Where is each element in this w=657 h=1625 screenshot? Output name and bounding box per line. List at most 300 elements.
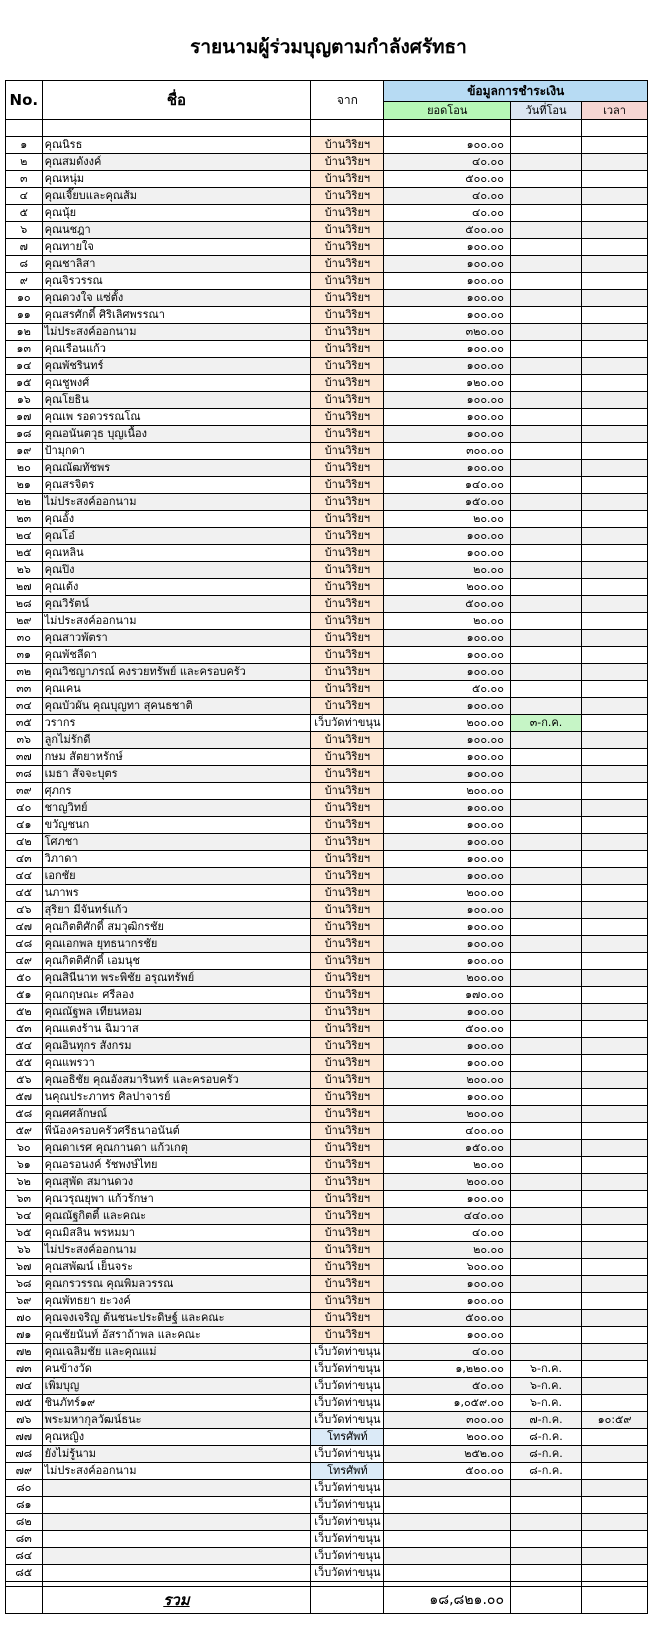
- total-row: [6, 1587, 648, 1614]
- row-number: ๕๕: [6, 1055, 43, 1072]
- table-row: [6, 1395, 648, 1412]
- transfer-date: [510, 562, 581, 579]
- donor-source: บ้านวิริยฯ: [311, 1225, 384, 1242]
- transfer-time: [582, 664, 648, 681]
- donor-source: บ้านวิริยฯ: [311, 307, 384, 324]
- row-number: ๕๒: [6, 1004, 43, 1021]
- transfer-amount: ๑๕๐.๐๐: [384, 494, 511, 511]
- transfer-amount: ๑๐๐.๐๐: [384, 1191, 511, 1208]
- donor-source: เว็บวัดท่าขนุน: [311, 1395, 384, 1412]
- transfer-amount: ๑๐๐.๐๐: [384, 460, 511, 477]
- transfer-amount: ๑๐๐.๐๐: [384, 1327, 511, 1344]
- table-row: [6, 1225, 648, 1242]
- total-amount: ๑๘,๘๒๑.๐๐: [384, 1587, 511, 1614]
- transfer-amount: ๔๔๐.๐๐: [384, 1208, 511, 1225]
- transfer-amount: ๑๐๐.๐๐: [384, 358, 511, 375]
- donor-name: คุณสมดังงค์: [42, 154, 311, 171]
- row-number: ๘๒: [6, 1514, 43, 1531]
- transfer-amount: ๓๐๐.๐๐: [384, 1412, 511, 1429]
- donor-source: บ้านวิริยฯ: [311, 698, 384, 715]
- table-row: [6, 1565, 648, 1582]
- table-row: [6, 732, 648, 749]
- transfer-amount: ๔๐.๐๐: [384, 188, 511, 205]
- transfer-date: [510, 1089, 581, 1106]
- total-label: รวม: [42, 1587, 311, 1614]
- table-row: [6, 919, 648, 936]
- transfer-date: [510, 613, 581, 630]
- transfer-time: [582, 766, 648, 783]
- row-number: ๑๗: [6, 409, 43, 426]
- row-number: ๑๘: [6, 426, 43, 443]
- row-number: ๑๔: [6, 358, 43, 375]
- transfer-amount: ๔๐.๐๐: [384, 1225, 511, 1242]
- transfer-amount: ๑๔๐.๐๐: [384, 477, 511, 494]
- transfer-date: [510, 647, 581, 664]
- table-row: [6, 1242, 648, 1259]
- donor-name: คุณสรจิตร: [42, 477, 311, 494]
- donor-source: เว็บวัดท่าขนุน: [311, 1361, 384, 1378]
- donor-source: บ้านวิริยฯ: [311, 1140, 384, 1157]
- donor-source: บ้านวิริยฯ: [311, 987, 384, 1004]
- transfer-time: [582, 1463, 648, 1480]
- donor-name: คุณสาวพัตรา: [42, 630, 311, 647]
- transfer-date: [510, 1531, 581, 1548]
- row-number: ๑: [6, 137, 43, 154]
- transfer-amount: ๑๐๐.๐๐: [384, 1038, 511, 1055]
- table-row: [6, 1497, 648, 1514]
- row-number: ๒: [6, 154, 43, 171]
- donor-source: บ้านวิริยฯ: [311, 273, 384, 290]
- donor-source: บ้านวิริยฯ: [311, 511, 384, 528]
- table-row: [6, 885, 648, 902]
- donor-source: บ้านวิริยฯ: [311, 222, 384, 239]
- transfer-date: [510, 443, 581, 460]
- transfer-time: [582, 868, 648, 885]
- row-number: ๑๒: [6, 324, 43, 341]
- row-number: ๔๙: [6, 953, 43, 970]
- transfer-time: [582, 1157, 648, 1174]
- donor-source: บ้านวิริยฯ: [311, 800, 384, 817]
- row-number: ๕๖: [6, 1072, 43, 1089]
- table-row: [6, 1344, 648, 1361]
- table-row: [6, 1429, 648, 1446]
- donor-source: เว็บวัดท่าขนุน: [311, 1378, 384, 1395]
- donor-source: บ้านวิริยฯ: [311, 1055, 384, 1072]
- transfer-date: [510, 579, 581, 596]
- donor-name: คุณหลิน: [42, 545, 311, 562]
- donor-name: คุณนิรธ: [42, 137, 311, 154]
- table-row: [6, 698, 648, 715]
- transfer-amount: [384, 1497, 511, 1514]
- donor-source: บ้านวิริยฯ: [311, 528, 384, 545]
- donor-name: คุณศศลักษณ์: [42, 1106, 311, 1123]
- table-row: [6, 324, 648, 341]
- transfer-amount: [384, 1514, 511, 1531]
- transfer-amount: [384, 1565, 511, 1582]
- transfer-time: [582, 307, 648, 324]
- table-row: [6, 137, 648, 154]
- row-number: ๕๑: [6, 987, 43, 1004]
- transfer-amount: ๑๐๐.๐๐: [384, 1276, 511, 1293]
- transfer-date: [510, 545, 581, 562]
- transfer-amount: ๒๐.๐๐: [384, 613, 511, 630]
- transfer-date: [510, 970, 581, 987]
- transfer-date: [510, 341, 581, 358]
- transfer-time: [582, 1038, 648, 1055]
- transfer-date: [510, 1140, 581, 1157]
- donor-source: บ้านวิริยฯ: [311, 1276, 384, 1293]
- transfer-amount: ๒๕๒.๐๐: [384, 1446, 511, 1463]
- row-number: ๖: [6, 222, 43, 239]
- transfer-time: [582, 273, 648, 290]
- donor-name: คุณทายใจ: [42, 239, 311, 256]
- row-number: ๑๙: [6, 443, 43, 460]
- table-row: [6, 766, 648, 783]
- table-row: [6, 1038, 648, 1055]
- transfer-amount: ๑๐๐.๐๐: [384, 1055, 511, 1072]
- transfer-amount: ๒๐.๐๐: [384, 562, 511, 579]
- donor-name: คุณชูพงศ์: [42, 375, 311, 392]
- transfer-amount: ๑๐๐.๐๐: [384, 341, 511, 358]
- donor-name: คุณบัวผัน คุณบุญทา สุคนธชาติ: [42, 698, 311, 715]
- donor-name: [42, 1514, 311, 1531]
- donor-name: คุณโอ๋: [42, 528, 311, 545]
- table-row: [6, 851, 648, 868]
- donor-name: คุณหญิง: [42, 1429, 311, 1446]
- donor-name: คุณวิรัตน์: [42, 596, 311, 613]
- transfer-time: [582, 375, 648, 392]
- table-row: [6, 1531, 648, 1548]
- donor-name: คุณชาลิสา: [42, 256, 311, 273]
- row-number: ๓๐: [6, 630, 43, 647]
- donor-source: บ้านวิริยฯ: [311, 290, 384, 307]
- table-row: [6, 579, 648, 596]
- transfer-date: [510, 1310, 581, 1327]
- table-row: [6, 511, 648, 528]
- donor-source: บ้านวิริยฯ: [311, 205, 384, 222]
- transfer-date: [510, 749, 581, 766]
- transfer-amount: ๑๐๐.๐๐: [384, 953, 511, 970]
- transfer-date: [510, 851, 581, 868]
- row-number: ๘๕: [6, 1565, 43, 1582]
- donor-source: บ้านวิริยฯ: [311, 477, 384, 494]
- transfer-amount: ๔๐๐.๐๐: [384, 1123, 511, 1140]
- transfer-time: [582, 715, 648, 732]
- transfer-date: ๗-ก.ค.: [510, 1412, 581, 1429]
- donor-source: บ้านวิริยฯ: [311, 936, 384, 953]
- table-row: [6, 392, 648, 409]
- donor-source: บ้านวิริยฯ: [311, 783, 384, 800]
- table-row: [6, 1106, 648, 1123]
- donor-name: คุณพัชรินทร์: [42, 358, 311, 375]
- transfer-time: [582, 1310, 648, 1327]
- transfer-time: [582, 613, 648, 630]
- transfer-time: [582, 1089, 648, 1106]
- row-number: ๖๖: [6, 1242, 43, 1259]
- donor-source: บ้านวิริยฯ: [311, 766, 384, 783]
- transfer-time: [582, 290, 648, 307]
- donor-name: คุณพัทธยา ยะวงค์: [42, 1293, 311, 1310]
- donor-name: คุณสุพัด สมานดวง: [42, 1174, 311, 1191]
- table-row: [6, 1123, 648, 1140]
- transfer-time: [582, 919, 648, 936]
- transfer-amount: ๕๐๐.๐๐: [384, 1310, 511, 1327]
- donor-source: บ้านวิริยฯ: [311, 1242, 384, 1259]
- donor-source: บ้านวิริยฯ: [311, 1072, 384, 1089]
- donor-name: คุณวรุณยุพา แก้วรักษา: [42, 1191, 311, 1208]
- transfer-time: [582, 511, 648, 528]
- donor-source: บ้านวิริยฯ: [311, 545, 384, 562]
- donor-source: เว็บวัดท่าขนุน: [311, 1514, 384, 1531]
- table-row: [6, 222, 648, 239]
- transfer-date: [510, 511, 581, 528]
- donor-name: คุณเจี๊ยบและคุณส้ม: [42, 188, 311, 205]
- row-number: ๗๙: [6, 1463, 43, 1480]
- transfer-amount: ๒๐๐.๐๐: [384, 783, 511, 800]
- transfer-date: ๘-ก.ค.: [510, 1463, 581, 1480]
- transfer-time: [582, 443, 648, 460]
- donor-source: บ้านวิริยฯ: [311, 409, 384, 426]
- transfer-time: [582, 1004, 648, 1021]
- transfer-time: [582, 596, 648, 613]
- donor-table: [5, 80, 648, 1614]
- donor-name: ลูกไม่รักดี: [42, 732, 311, 749]
- table-row: [6, 528, 648, 545]
- table-row: [6, 1480, 648, 1497]
- transfer-time: [582, 681, 648, 698]
- transfer-amount: ๕๐๐.๐๐: [384, 1021, 511, 1038]
- table-row: [6, 1259, 648, 1276]
- donor-name: คุณพัชลีดา: [42, 647, 311, 664]
- donor-name: คนข้างวัด: [42, 1361, 311, 1378]
- transfer-time: [582, 528, 648, 545]
- row-number: ๒๐: [6, 460, 43, 477]
- donor-source: บ้านวิริยฯ: [311, 902, 384, 919]
- donor-source: เว็บวัดท่าขนุน: [311, 1446, 384, 1463]
- donor-source: โทรศัพท์: [311, 1463, 384, 1480]
- donor-name: คุณเคน: [42, 681, 311, 698]
- transfer-date: [510, 239, 581, 256]
- donor-name: คุณณัฐพล เทียนหอม: [42, 1004, 311, 1021]
- transfer-amount: ๑๐๐.๐๐: [384, 817, 511, 834]
- donor-name: [42, 1531, 311, 1548]
- donor-name: โศภชา: [42, 834, 311, 851]
- transfer-date: [510, 1514, 581, 1531]
- transfer-amount: ๑๐๐.๐๐: [384, 392, 511, 409]
- table-row: [6, 1327, 648, 1344]
- table-row: [6, 1412, 648, 1429]
- donor-name: คุณสินีนาท พระพิชัย อรุณทรัพย์: [42, 970, 311, 987]
- transfer-amount: ๓๐๐.๐๐: [384, 443, 511, 460]
- row-number: ๖๒: [6, 1174, 43, 1191]
- table-row: [6, 817, 648, 834]
- row-number: ๔๐: [6, 800, 43, 817]
- transfer-time: [582, 936, 648, 953]
- donor-source: บ้านวิริยฯ: [311, 443, 384, 460]
- transfer-amount: ๔๐.๐๐: [384, 205, 511, 222]
- donor-source: บ้านวิริยฯ: [311, 732, 384, 749]
- donor-name: ยังไม่รู้นาม: [42, 1446, 311, 1463]
- transfer-time: [582, 834, 648, 851]
- transfer-date: [510, 1208, 581, 1225]
- donor-source: บ้านวิริยฯ: [311, 851, 384, 868]
- transfer-time: [582, 171, 648, 188]
- transfer-date: [510, 1497, 581, 1514]
- transfer-time: [582, 1565, 648, 1582]
- transfer-time: [582, 1055, 648, 1072]
- donor-source: บ้านวิริยฯ: [311, 1310, 384, 1327]
- donor-source: บ้านวิริยฯ: [311, 953, 384, 970]
- transfer-time: [582, 1123, 648, 1140]
- transfer-amount: ๒๐๐.๐๐: [384, 970, 511, 987]
- table-row: [6, 1310, 648, 1327]
- donor-source: บ้านวิริยฯ: [311, 188, 384, 205]
- transfer-time: [582, 800, 648, 817]
- table-row: [6, 749, 648, 766]
- row-number: ๖๕: [6, 1225, 43, 1242]
- transfer-time: [582, 579, 648, 596]
- table-row: [6, 205, 648, 222]
- donor-name: ขวัญชนก: [42, 817, 311, 834]
- donor-name: คุณเต้ง: [42, 579, 311, 596]
- transfer-amount: ๑๒๐.๐๐: [384, 375, 511, 392]
- donor-source: บ้านวิริยฯ: [311, 1293, 384, 1310]
- transfer-time: [582, 1242, 648, 1259]
- transfer-amount: ๑๐๐.๐๐: [384, 664, 511, 681]
- transfer-time: [582, 358, 648, 375]
- transfer-date: ๓-ก.ค.: [510, 715, 581, 732]
- row-number: ๒๒: [6, 494, 43, 511]
- donor-name: เอกชัย: [42, 868, 311, 885]
- transfer-date: [510, 171, 581, 188]
- row-number: ๓๘: [6, 766, 43, 783]
- donor-source: บ้านวิริยฯ: [311, 579, 384, 596]
- donor-source: บ้านวิริยฯ: [311, 324, 384, 341]
- donor-source: บ้านวิริยฯ: [311, 426, 384, 443]
- transfer-time: [582, 851, 648, 868]
- table-row: [6, 1174, 648, 1191]
- donor-source: บ้านวิริยฯ: [311, 885, 384, 902]
- transfer-amount: ๒๐.๐๐: [384, 511, 511, 528]
- donor-name: วิภาดา: [42, 851, 311, 868]
- transfer-amount: [384, 1548, 511, 1565]
- transfer-date: [510, 290, 581, 307]
- donor-name: คุณสพัฒน์ เย็นจระ: [42, 1259, 311, 1276]
- donor-name: คุณกฤษณะ ศรีลอง: [42, 987, 311, 1004]
- table-row: [6, 647, 648, 664]
- row-number: ๔๑: [6, 817, 43, 834]
- table-row: [6, 953, 648, 970]
- table-row: [6, 987, 648, 1004]
- row-number: ๔: [6, 188, 43, 205]
- table-row: [6, 1378, 648, 1395]
- row-number: ๗๘: [6, 1446, 43, 1463]
- donor-name: คุณอนันตวุธ บุญเนื้อง: [42, 426, 311, 443]
- table-row: [6, 936, 648, 953]
- table-row: [6, 970, 648, 987]
- donor-source: บ้านวิริยฯ: [311, 239, 384, 256]
- table-row: [6, 341, 648, 358]
- transfer-time: [582, 885, 648, 902]
- transfer-time: [582, 460, 648, 477]
- transfer-amount: ๑๐๐.๐๐: [384, 528, 511, 545]
- donor-name: กษม สัตยาหรักษ์: [42, 749, 311, 766]
- donor-name: คุณเฉลิมชัย และคุณแม่: [42, 1344, 311, 1361]
- row-number: ๖๔: [6, 1208, 43, 1225]
- row-number: ๒๗: [6, 579, 43, 596]
- donor-name: คุณแพรวา: [42, 1055, 311, 1072]
- transfer-date: [510, 494, 581, 511]
- donor-source: บ้านวิริยฯ: [311, 392, 384, 409]
- row-number: ๗: [6, 239, 43, 256]
- transfer-amount: [384, 1480, 511, 1497]
- transfer-amount: ๑๐๐.๐๐: [384, 630, 511, 647]
- transfer-time: [582, 987, 648, 1004]
- transfer-amount: ๑๐๐.๐๐: [384, 902, 511, 919]
- transfer-date: [510, 1276, 581, 1293]
- donor-name: ป้ามุกดา: [42, 443, 311, 460]
- transfer-date: [510, 1021, 581, 1038]
- transfer-amount: ๑๐๐.๐๐: [384, 426, 511, 443]
- transfer-date: [510, 256, 581, 273]
- donor-source: เว็บวัดท่าขนุน: [311, 715, 384, 732]
- donor-name: คุณนชฎา: [42, 222, 311, 239]
- transfer-time: [582, 324, 648, 341]
- donor-source: เว็บวัดท่าขนุน: [311, 1548, 384, 1565]
- transfer-date: [510, 1055, 581, 1072]
- donor-name: คุณปิง: [42, 562, 311, 579]
- table-row: [6, 783, 648, 800]
- transfer-amount: ๑๐๐.๐๐: [384, 307, 511, 324]
- transfer-amount: ๑๐๐.๐๐: [384, 137, 511, 154]
- donor-source: บ้านวิริยฯ: [311, 664, 384, 681]
- transfer-amount: ๑๐๐.๐๐: [384, 409, 511, 426]
- transfer-time: [582, 1293, 648, 1310]
- header-date: วันที่โอน: [510, 102, 581, 120]
- transfer-date: [510, 698, 581, 715]
- donor-name: คุณเอกพล ยุทธนากรชัย: [42, 936, 311, 953]
- row-number: ๒๘: [6, 596, 43, 613]
- header-payment: ข้อมูลการชำระเงิน: [384, 81, 648, 102]
- transfer-date: [510, 358, 581, 375]
- transfer-date: [510, 1344, 581, 1361]
- donor-source: บ้านวิริยฯ: [311, 256, 384, 273]
- transfer-time: [582, 256, 648, 273]
- transfer-amount: ๑๐๐.๐๐: [384, 834, 511, 851]
- donor-source: บ้านวิริยฯ: [311, 341, 384, 358]
- transfer-date: [510, 460, 581, 477]
- donor-source: บ้านวิริยฯ: [311, 1259, 384, 1276]
- table-row: [6, 171, 648, 188]
- transfer-amount: ๒๐.๐๐: [384, 1242, 511, 1259]
- table-row: [6, 375, 648, 392]
- transfer-amount: ๑๐๐.๐๐: [384, 290, 511, 307]
- transfer-time: [582, 1344, 648, 1361]
- header-time: เวลา: [582, 102, 648, 120]
- table-row: [6, 307, 648, 324]
- row-number: ๖๓: [6, 1191, 43, 1208]
- row-number: ๑๐: [6, 290, 43, 307]
- transfer-date: ๖-ก.ค.: [510, 1361, 581, 1378]
- transfer-time: [582, 732, 648, 749]
- donor-name: คุณอินทุกร สังกรม: [42, 1038, 311, 1055]
- row-number: ๔๔: [6, 868, 43, 885]
- row-number: ๘: [6, 256, 43, 273]
- transfer-time: [582, 545, 648, 562]
- transfer-date: [510, 528, 581, 545]
- donor-source: บ้านวิริยฯ: [311, 1327, 384, 1344]
- row-number: ๕๙: [6, 1123, 43, 1140]
